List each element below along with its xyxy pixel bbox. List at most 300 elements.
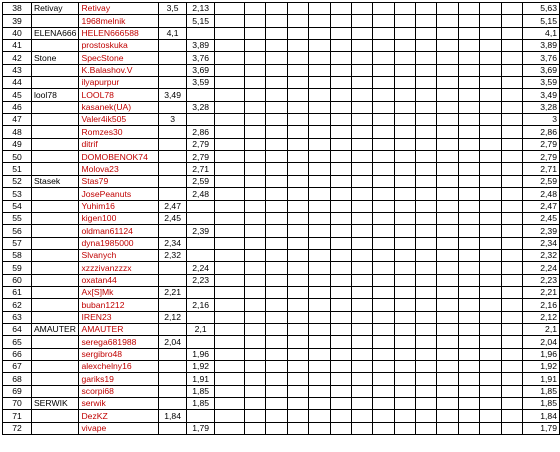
empty-cell — [245, 3, 266, 15]
empty-cell — [287, 348, 308, 360]
empty-cell — [351, 64, 372, 76]
table-row — [3, 385, 560, 397]
score-1-cell — [158, 348, 187, 360]
empty-cell — [480, 52, 501, 64]
empty-cell — [437, 175, 458, 187]
empty-cell — [351, 52, 372, 64]
score-2-cell: 2,24 — [187, 262, 215, 274]
score-1-cell — [158, 77, 187, 89]
score-1-cell — [158, 398, 187, 410]
nickname-cell: oxatan44 — [79, 274, 158, 286]
empty-cell — [394, 410, 415, 422]
score-1-cell — [158, 360, 187, 372]
score-1-cell — [158, 101, 187, 113]
empty-cell — [437, 138, 458, 150]
empty-cell — [266, 89, 287, 101]
empty-cell — [266, 151, 287, 163]
empty-cell — [437, 262, 458, 274]
empty-cell — [330, 422, 351, 434]
nickname-cell: kigen100 — [79, 212, 158, 224]
empty-cell — [480, 126, 501, 138]
team-cell — [31, 274, 79, 286]
score-3-cell — [214, 151, 244, 163]
empty-cell — [330, 323, 351, 335]
empty-cell — [330, 3, 351, 15]
score-2-cell: 2,23 — [187, 274, 215, 286]
team-cell: AMAUTER — [31, 323, 79, 335]
table-row — [3, 126, 560, 138]
empty-cell — [437, 385, 458, 397]
team-cell — [31, 336, 79, 348]
empty-cell — [437, 40, 458, 52]
rank-cell: 45 — [3, 89, 32, 101]
empty-cell — [287, 422, 308, 434]
score-2-cell: 1,92 — [187, 360, 215, 372]
empty-cell — [309, 385, 330, 397]
empty-cell — [287, 274, 308, 286]
empty-cell — [287, 175, 308, 187]
empty-cell — [458, 40, 479, 52]
empty-cell — [480, 175, 501, 187]
score-1-cell: 2,34 — [158, 237, 187, 249]
empty-cell — [245, 262, 266, 274]
score-3-cell — [214, 89, 244, 101]
score-3-cell — [214, 114, 244, 126]
empty-cell — [501, 373, 522, 385]
empty-cell — [480, 151, 501, 163]
empty-cell — [394, 114, 415, 126]
empty-cell — [309, 360, 330, 372]
empty-cell — [245, 64, 266, 76]
score-1-cell — [158, 163, 187, 175]
empty-cell — [394, 101, 415, 113]
empty-cell — [351, 398, 372, 410]
score-2-cell: 2,71 — [187, 163, 215, 175]
score-2-cell: 3,89 — [187, 40, 215, 52]
empty-cell — [266, 373, 287, 385]
empty-cell — [287, 101, 308, 113]
score-3-cell — [214, 311, 244, 323]
score-3-cell — [214, 126, 244, 138]
score-1-cell — [158, 385, 187, 397]
empty-cell — [245, 188, 266, 200]
empty-cell — [245, 114, 266, 126]
empty-cell — [501, 163, 522, 175]
empty-cell — [416, 336, 437, 348]
rank-cell: 59 — [3, 262, 32, 274]
rank-cell: 63 — [3, 311, 32, 323]
empty-cell — [373, 249, 394, 261]
team-cell: Stone — [31, 52, 79, 64]
empty-cell — [458, 274, 479, 286]
empty-cell — [480, 286, 501, 298]
total-cell: 2,32 — [522, 249, 559, 261]
empty-cell — [351, 225, 372, 237]
rank-cell: 41 — [3, 40, 32, 52]
empty-cell — [416, 348, 437, 360]
empty-cell — [266, 138, 287, 150]
empty-cell — [458, 114, 479, 126]
nickname-cell: Molova23 — [79, 163, 158, 175]
empty-cell — [245, 27, 266, 39]
total-cell: 2,59 — [522, 175, 559, 187]
empty-cell — [480, 262, 501, 274]
rank-cell: 67 — [3, 360, 32, 372]
rank-cell: 69 — [3, 385, 32, 397]
empty-cell — [480, 311, 501, 323]
team-cell — [31, 151, 79, 163]
rank-cell: 61 — [3, 286, 32, 298]
empty-cell — [245, 77, 266, 89]
empty-cell — [309, 89, 330, 101]
team-cell — [31, 138, 79, 150]
total-cell: 1,79 — [522, 422, 559, 434]
empty-cell — [501, 237, 522, 249]
empty-cell — [287, 398, 308, 410]
table-row — [3, 299, 560, 311]
score-2-cell: 2,86 — [187, 126, 215, 138]
score-1-cell: 4,1 — [158, 27, 187, 39]
empty-cell — [330, 163, 351, 175]
empty-cell — [437, 348, 458, 360]
total-cell: 1,91 — [522, 373, 559, 385]
table-row — [3, 15, 560, 27]
empty-cell — [266, 212, 287, 224]
empty-cell — [330, 188, 351, 200]
team-cell — [31, 77, 79, 89]
empty-cell — [501, 323, 522, 335]
score-1-cell: 2,12 — [158, 311, 187, 323]
score-1-cell — [158, 126, 187, 138]
score-1-cell — [158, 138, 187, 150]
table-row — [3, 163, 560, 175]
nickname-cell: JosePeanuts — [79, 188, 158, 200]
empty-cell — [266, 101, 287, 113]
empty-cell — [373, 410, 394, 422]
score-3-cell — [214, 360, 244, 372]
empty-cell — [437, 101, 458, 113]
empty-cell — [351, 237, 372, 249]
empty-cell — [437, 249, 458, 261]
team-cell — [31, 385, 79, 397]
empty-cell — [480, 398, 501, 410]
empty-cell — [245, 15, 266, 27]
nickname-cell: Valer4ik505 — [79, 114, 158, 126]
empty-cell — [330, 373, 351, 385]
score-2-cell: 3,59 — [187, 77, 215, 89]
empty-cell — [330, 398, 351, 410]
empty-cell — [373, 101, 394, 113]
empty-cell — [373, 212, 394, 224]
empty-cell — [351, 385, 372, 397]
empty-cell — [245, 336, 266, 348]
nickname-cell: kasanek(UA) — [79, 101, 158, 113]
empty-cell — [245, 286, 266, 298]
empty-cell — [458, 151, 479, 163]
empty-cell — [373, 151, 394, 163]
nickname-cell: ilyapurpur — [79, 77, 158, 89]
total-cell: 2,34 — [522, 237, 559, 249]
empty-cell — [245, 360, 266, 372]
team-cell: Retivay — [31, 3, 79, 15]
empty-cell — [458, 262, 479, 274]
empty-cell — [437, 163, 458, 175]
nickname-cell: IREN23 — [79, 311, 158, 323]
empty-cell — [437, 114, 458, 126]
score-3-cell — [214, 385, 244, 397]
empty-cell — [416, 138, 437, 150]
score-2-cell — [187, 336, 215, 348]
team-cell — [31, 64, 79, 76]
empty-cell — [245, 323, 266, 335]
empty-cell — [480, 27, 501, 39]
empty-cell — [394, 385, 415, 397]
total-cell: 1,84 — [522, 410, 559, 422]
empty-cell — [458, 163, 479, 175]
team-cell: Stasek — [31, 175, 79, 187]
empty-cell — [458, 3, 479, 15]
rank-cell: 46 — [3, 101, 32, 113]
score-2-cell: 2,16 — [187, 299, 215, 311]
empty-cell — [351, 89, 372, 101]
empty-cell — [287, 237, 308, 249]
table-row — [3, 212, 560, 224]
total-cell: 2,45 — [522, 212, 559, 224]
empty-cell — [309, 262, 330, 274]
empty-cell — [351, 212, 372, 224]
team-cell — [31, 101, 79, 113]
empty-cell — [416, 274, 437, 286]
empty-cell — [501, 101, 522, 113]
total-cell: 3 — [522, 114, 559, 126]
empty-cell — [501, 188, 522, 200]
empty-cell — [501, 212, 522, 224]
empty-cell — [501, 274, 522, 286]
score-3-cell — [214, 40, 244, 52]
empty-cell — [394, 262, 415, 274]
empty-cell — [416, 77, 437, 89]
score-2-cell: 1,85 — [187, 385, 215, 397]
empty-cell — [480, 225, 501, 237]
nickname-cell: scorpi68 — [79, 385, 158, 397]
empty-cell — [245, 138, 266, 150]
empty-cell — [330, 151, 351, 163]
empty-cell — [458, 385, 479, 397]
empty-cell — [373, 3, 394, 15]
empty-cell — [458, 89, 479, 101]
empty-cell — [266, 385, 287, 397]
empty-cell — [351, 274, 372, 286]
table-row — [3, 225, 560, 237]
empty-cell — [330, 40, 351, 52]
empty-cell — [245, 40, 266, 52]
empty-cell — [458, 348, 479, 360]
empty-cell — [394, 311, 415, 323]
score-2-cell — [187, 212, 215, 224]
empty-cell — [501, 27, 522, 39]
rank-cell: 53 — [3, 188, 32, 200]
score-3-cell — [214, 27, 244, 39]
empty-cell — [373, 237, 394, 249]
empty-cell — [245, 311, 266, 323]
empty-cell — [287, 27, 308, 39]
empty-cell — [501, 126, 522, 138]
score-1-cell: 2,47 — [158, 200, 187, 212]
score-1-cell — [158, 188, 187, 200]
empty-cell — [287, 126, 308, 138]
empty-cell — [287, 188, 308, 200]
empty-cell — [394, 64, 415, 76]
empty-cell — [266, 274, 287, 286]
empty-cell — [287, 151, 308, 163]
empty-cell — [480, 360, 501, 372]
table-row — [3, 77, 560, 89]
nickname-cell: serwik — [79, 398, 158, 410]
empty-cell — [458, 64, 479, 76]
empty-cell — [501, 398, 522, 410]
score-3-cell — [214, 286, 244, 298]
empty-cell — [309, 286, 330, 298]
empty-cell — [437, 151, 458, 163]
score-2-cell: 5,15 — [187, 15, 215, 27]
empty-cell — [330, 385, 351, 397]
total-cell: 2,39 — [522, 225, 559, 237]
empty-cell — [373, 77, 394, 89]
total-cell: 2,47 — [522, 200, 559, 212]
empty-cell — [330, 138, 351, 150]
total-cell: 2,86 — [522, 126, 559, 138]
score-2-cell: 1,85 — [187, 398, 215, 410]
total-cell: 2,21 — [522, 286, 559, 298]
empty-cell — [287, 323, 308, 335]
empty-cell — [351, 336, 372, 348]
empty-cell — [480, 3, 501, 15]
nickname-cell: LOOL78 — [79, 89, 158, 101]
empty-cell — [266, 398, 287, 410]
score-2-cell: 1,79 — [187, 422, 215, 434]
table-row — [3, 311, 560, 323]
empty-cell — [266, 27, 287, 39]
empty-cell — [416, 360, 437, 372]
team-cell — [31, 40, 79, 52]
total-cell: 2,1 — [522, 323, 559, 335]
total-cell: 3,89 — [522, 40, 559, 52]
empty-cell — [394, 360, 415, 372]
empty-cell — [458, 126, 479, 138]
empty-cell — [416, 27, 437, 39]
team-cell — [31, 262, 79, 274]
total-cell: 5,63 — [522, 3, 559, 15]
empty-cell — [501, 311, 522, 323]
empty-cell — [373, 89, 394, 101]
empty-cell — [437, 52, 458, 64]
empty-cell — [351, 27, 372, 39]
nickname-cell: SpecStone — [79, 52, 158, 64]
empty-cell — [309, 274, 330, 286]
empty-cell — [373, 286, 394, 298]
empty-cell — [266, 299, 287, 311]
rank-cell: 49 — [3, 138, 32, 150]
empty-cell — [394, 89, 415, 101]
table-row — [3, 52, 560, 64]
total-cell: 1,85 — [522, 398, 559, 410]
empty-cell — [309, 336, 330, 348]
total-cell: 3,49 — [522, 89, 559, 101]
empty-cell — [287, 3, 308, 15]
empty-cell — [309, 299, 330, 311]
empty-cell — [330, 311, 351, 323]
total-cell: 1,96 — [522, 348, 559, 360]
empty-cell — [437, 274, 458, 286]
empty-cell — [458, 175, 479, 187]
empty-cell — [394, 422, 415, 434]
table-row — [3, 188, 560, 200]
table-row — [3, 64, 560, 76]
empty-cell — [245, 299, 266, 311]
empty-cell — [394, 373, 415, 385]
empty-cell — [373, 225, 394, 237]
empty-cell — [351, 188, 372, 200]
empty-cell — [351, 15, 372, 27]
score-1-cell — [158, 40, 187, 52]
empty-cell — [480, 163, 501, 175]
total-cell: 2,12 — [522, 311, 559, 323]
nickname-cell: alexchelny16 — [79, 360, 158, 372]
empty-cell — [416, 188, 437, 200]
rank-cell: 60 — [3, 274, 32, 286]
score-2-cell — [187, 286, 215, 298]
empty-cell — [480, 348, 501, 360]
empty-cell — [351, 262, 372, 274]
nickname-cell: buban1212 — [79, 299, 158, 311]
nickname-cell: 1968melnik — [79, 15, 158, 27]
empty-cell — [245, 225, 266, 237]
score-1-cell: 3,5 — [158, 3, 187, 15]
empty-cell — [437, 336, 458, 348]
empty-cell — [437, 15, 458, 27]
empty-cell — [287, 138, 308, 150]
empty-cell — [437, 27, 458, 39]
table-row — [3, 114, 560, 126]
empty-cell — [437, 360, 458, 372]
empty-cell — [501, 249, 522, 261]
score-1-cell: 1,84 — [158, 410, 187, 422]
empty-cell — [437, 398, 458, 410]
empty-cell — [245, 151, 266, 163]
empty-cell — [394, 225, 415, 237]
empty-cell — [501, 77, 522, 89]
empty-cell — [416, 101, 437, 113]
empty-cell — [416, 40, 437, 52]
score-2-cell: 2,1 — [187, 323, 215, 335]
total-cell: 3,76 — [522, 52, 559, 64]
empty-cell — [287, 114, 308, 126]
score-1-cell — [158, 151, 187, 163]
empty-cell — [287, 40, 308, 52]
empty-cell — [458, 311, 479, 323]
empty-cell — [330, 225, 351, 237]
empty-cell — [480, 89, 501, 101]
empty-cell — [245, 163, 266, 175]
empty-cell — [309, 200, 330, 212]
empty-cell — [309, 151, 330, 163]
table-row — [3, 175, 560, 187]
rank-cell: 65 — [3, 336, 32, 348]
nickname-cell: AMAUTER — [79, 323, 158, 335]
empty-cell — [458, 360, 479, 372]
empty-cell — [501, 360, 522, 372]
score-1-cell: 3,49 — [158, 89, 187, 101]
